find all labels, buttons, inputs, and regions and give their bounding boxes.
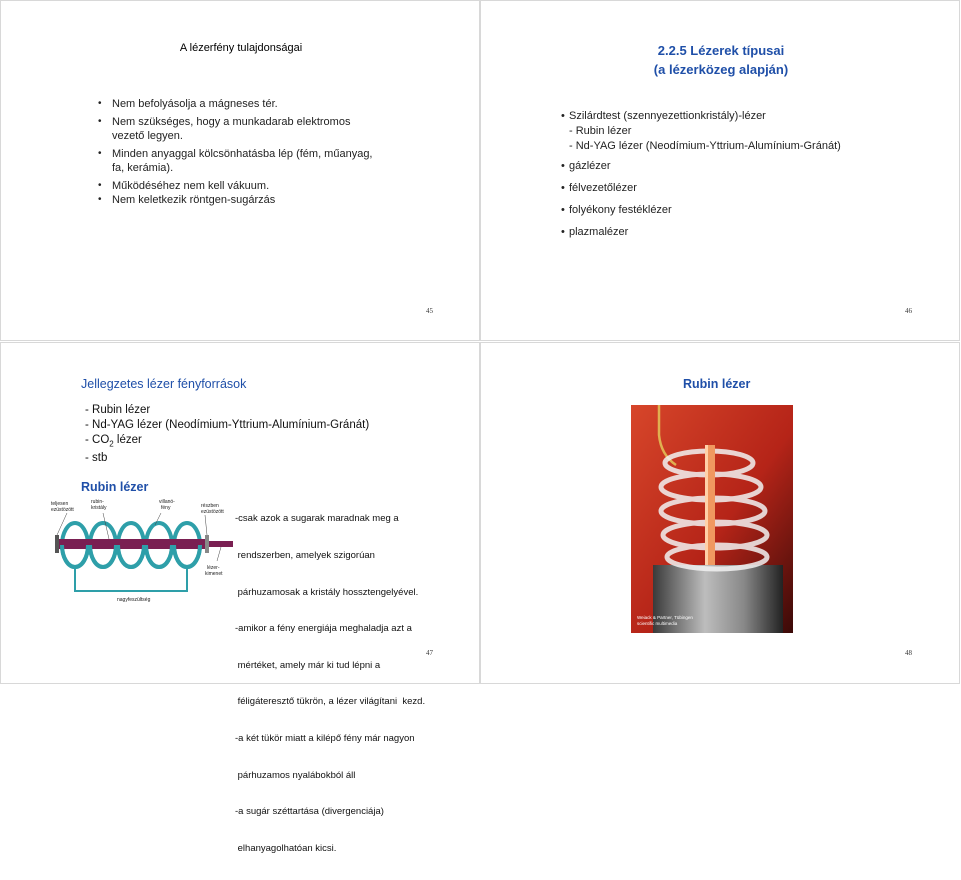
label-ruby-2: kristály	[91, 505, 107, 511]
co2-prefix: - CO	[85, 434, 110, 446]
bullet-dot: •	[561, 110, 565, 122]
list-item	[96, 179, 396, 193]
item-text: Szilárdtest (szennyezettionkristály)-lézer	[569, 110, 766, 122]
item-text: félvezetőlézer	[569, 182, 637, 194]
desc-line: párhuzamosak a kristály hossztengelyével.	[235, 586, 419, 598]
photo-caption-line2: scientific multimedia	[637, 621, 678, 626]
list-item	[96, 115, 396, 143]
label-full-mirror: teljesen	[51, 501, 69, 507]
bullet-dot: •	[561, 204, 565, 216]
desc-line: mértéket, amely már ki tud lépni a	[235, 659, 381, 671]
list-item	[561, 139, 941, 153]
subtitle: Rubin lézer	[81, 480, 149, 494]
co2-suffix: lézer	[113, 434, 142, 446]
slide-47	[0, 342, 480, 854]
co2-subscript: 2	[109, 439, 114, 449]
item-text: plazmalézer	[569, 226, 629, 238]
slide-title: Jellegzetes lézer fényforrások	[81, 377, 247, 391]
desc-line: -amikor a fény energiája meghaladja azt a	[235, 623, 412, 635]
label-flash: villanó-	[159, 499, 175, 505]
list-item	[561, 203, 941, 217]
slide-title	[481, 41, 961, 79]
item-text: - Nd-YAG lézer (Neodímium-Yttrium-Alumínium-Gránát)	[569, 140, 841, 152]
bullet-text: vezető legyen.	[112, 130, 183, 142]
desc-line: -csak azok a sugarak maradnak meg a	[235, 513, 399, 525]
page-number: 48	[905, 649, 912, 657]
title-line: 2.2.5 Lézerek típusai	[657, 43, 785, 58]
desc-line: párhuzamos nyalábokból áll	[235, 769, 356, 781]
list-item	[561, 159, 941, 173]
label-partial-mirror-2: ezüstözött	[201, 509, 224, 515]
label-output: lézer-	[207, 565, 220, 571]
desc-line: féligáteresztő tükrön, a lézer világítani kezd.	[235, 696, 426, 708]
list-item	[85, 433, 369, 451]
slide-46	[480, 0, 960, 341]
full-mirror	[55, 535, 59, 553]
label-flash-2: fény	[161, 505, 171, 511]
label-pointers	[57, 513, 221, 561]
ruby-laser-diagram	[45, 495, 235, 605]
page-number: 47	[426, 649, 433, 657]
desc-line: elhanyagolhatóan kicsi.	[235, 842, 337, 854]
bullet-text: fa, kerámia).	[112, 162, 174, 174]
list-item	[96, 147, 396, 175]
list-item	[561, 225, 941, 239]
item-text: gázlézer	[569, 160, 611, 172]
label-ruby: rubin-	[91, 499, 104, 505]
partial-mirror	[205, 535, 209, 553]
laser-types-list	[561, 109, 941, 239]
list-item: - stb	[85, 452, 108, 465]
label-output-2: kimenet	[205, 571, 223, 577]
ruby-laser-photo	[631, 405, 793, 633]
title-line: (a lézerközeg alapján)	[653, 62, 789, 77]
page-number: 45	[426, 307, 433, 315]
bullet-dot: •	[561, 226, 565, 238]
page-number: 46	[905, 307, 912, 315]
ruby-rod	[57, 539, 207, 549]
label-full-mirror-2: ezüstözött	[51, 507, 74, 513]
label-partial-mirror: részben	[201, 503, 219, 509]
photo-illustration	[631, 405, 793, 633]
bullet-text: Működéséhez nem kell vákuum.	[112, 180, 270, 192]
bullet-text: Nem befolyásolja a mágneses tér.	[112, 98, 278, 110]
list-item: - Rubin lézer	[85, 404, 151, 416]
item-text: folyékony festéklézer	[569, 204, 672, 216]
list-item	[561, 124, 941, 138]
desc-line: -a két tükör miatt a kilépő fény már nagyon	[235, 733, 415, 745]
slide-45	[0, 0, 480, 341]
hv-wire	[75, 567, 187, 591]
slide-title: A lézerfény tulajdonságai	[179, 42, 303, 54]
list-item	[561, 109, 941, 123]
item-text: - Rubin lézer	[569, 125, 632, 137]
desc-line: rendszerben, amelyek szigorúan	[235, 550, 375, 562]
desc-line: -a sugár széttartása (divergenciája)	[235, 806, 384, 818]
list-item	[96, 193, 396, 207]
photo-caption-line1: Weiack & Partner, Tübingen	[637, 615, 693, 620]
bullet-dot: •	[561, 160, 565, 172]
list-item	[96, 97, 396, 111]
bullet-text: Nem szükséges, hogy a munkadarab elektromos	[112, 116, 351, 128]
label-hv: nagyfeszültség	[117, 597, 151, 603]
bullet-text: Nem keletkezik röntgen-sugárzás	[112, 194, 276, 206]
bullet-list	[96, 97, 396, 207]
list-item: - Nd-YAG lézer (Neodímium-Yttrium-Alumínium-Gránát)	[85, 419, 370, 431]
slide-48	[480, 342, 960, 684]
slide-title: Rubin lézer	[683, 377, 751, 391]
list-item	[561, 181, 941, 195]
description-text	[235, 489, 475, 880]
bullet-dot: •	[561, 182, 565, 194]
source-list	[85, 403, 369, 466]
bullet-text: Minden anyaggal kölcsönhatásba lép (fém, műanyag,	[112, 148, 373, 160]
